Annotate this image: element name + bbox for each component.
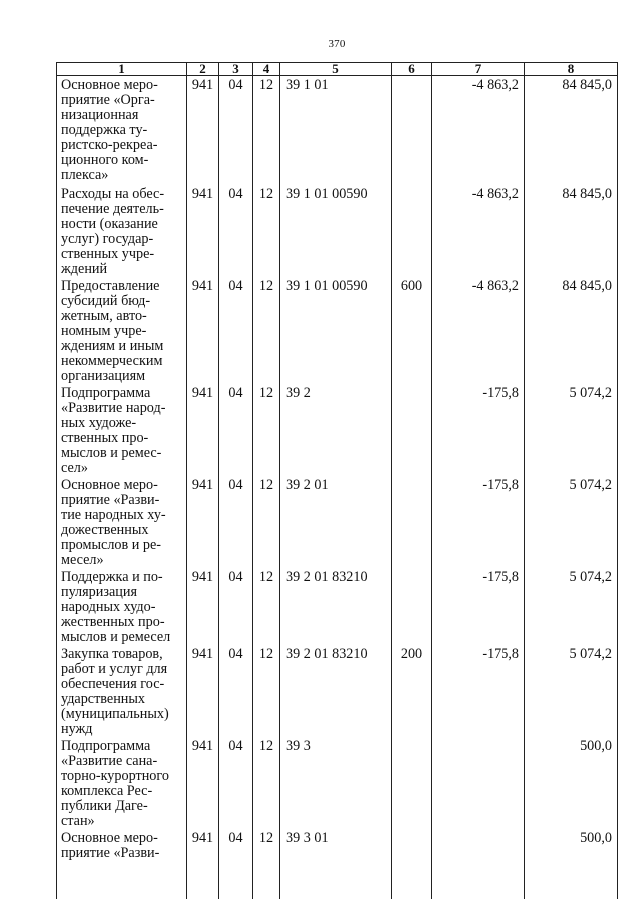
table-body	[57, 76, 618, 899]
row-total-amount: 84 845,0	[525, 76, 618, 185]
row-subsection-code: 12	[253, 185, 280, 277]
table-row	[57, 384, 618, 476]
row-ministry-code: 941	[187, 645, 219, 737]
row-expense-type-code: 600	[392, 277, 432, 384]
table-row	[57, 76, 618, 185]
row-section-code: 04	[219, 185, 253, 277]
row-name-line: ждений	[61, 260, 108, 277]
row-target-code: 39 3	[280, 737, 392, 829]
row-subsection-code: 12	[253, 476, 280, 568]
row-ministry-code: 941	[187, 384, 219, 476]
row-name-line: (муниципальных)	[61, 705, 169, 722]
row-change-amount	[432, 829, 525, 899]
header-col-1: 1	[57, 63, 187, 76]
row-name-line: торно-курортного	[61, 767, 169, 784]
row-change-amount: -4 863,2	[432, 76, 525, 185]
row-name-line: печение деятель-	[61, 200, 164, 217]
row-total-amount: 84 845,0	[525, 185, 618, 277]
row-change-amount	[432, 737, 525, 829]
row-name-line: ных художе-	[61, 414, 137, 431]
row-expense-type-code	[392, 384, 432, 476]
row-section-code: 04	[219, 76, 253, 185]
row-name-line: работ и услуг для	[61, 660, 168, 677]
row-name-line: стан»	[61, 812, 95, 829]
row-name-line: плекса»	[61, 167, 109, 183]
row-name-cell	[57, 277, 187, 384]
row-expense-type-code: 200	[392, 645, 432, 737]
row-name-cell	[57, 384, 187, 476]
row-name-cell	[57, 737, 187, 829]
row-name-line: приятие «Разви-	[61, 844, 160, 861]
row-ministry-code: 941	[187, 737, 219, 829]
row-name-line: номным учре-	[61, 322, 147, 339]
row-section-code: 04	[219, 384, 253, 476]
header-col-6: 6	[392, 63, 432, 76]
row-name-line: месел»	[61, 551, 104, 568]
row-name-line: Основное меро-	[61, 829, 158, 846]
row-name-line: «Развитие народ-	[61, 399, 166, 416]
row-name-line: дожественных	[61, 521, 149, 538]
header-col-8: 8	[525, 63, 618, 76]
row-section-code: 04	[219, 829, 253, 899]
row-expense-type-code	[392, 476, 432, 568]
row-name-line: Подпрограмма	[61, 737, 151, 754]
row-name-line: ударственных	[61, 690, 146, 707]
row-name-cell	[57, 645, 187, 737]
row-target-code: 39 2 01	[280, 476, 392, 568]
row-name-line: публики Даге-	[61, 797, 148, 814]
row-total-amount: 5 074,2	[525, 476, 618, 568]
row-name-line: народных худо-	[61, 598, 156, 615]
row-ministry-code: 941	[187, 829, 219, 899]
row-section-code: 04	[219, 568, 253, 645]
row-name-line: мыслов и ремесел	[61, 628, 171, 645]
row-name-line: «Развитие сана-	[61, 752, 158, 769]
table-row	[57, 277, 618, 384]
row-name-cell	[57, 568, 187, 645]
row-name-line: пуляризация	[61, 583, 137, 600]
row-total-amount: 5 074,2	[525, 568, 618, 645]
row-name-line: некоммерческим	[61, 352, 163, 369]
row-change-amount: -175,8	[432, 568, 525, 645]
row-name-line: ственных про-	[61, 429, 149, 446]
row-subsection-code: 12	[253, 384, 280, 476]
row-target-code: 39 2 01 83210	[280, 645, 392, 737]
row-subsection-code: 12	[253, 568, 280, 645]
row-name-line: промыслов и ре-	[61, 536, 161, 553]
row-ministry-code: 941	[187, 277, 219, 384]
row-total-amount: 84 845,0	[525, 277, 618, 384]
header-col-4: 4	[253, 63, 280, 76]
row-change-amount: -175,8	[432, 645, 525, 737]
row-name-line: жетным, авто-	[61, 307, 147, 324]
table-row	[57, 829, 618, 899]
row-name-line: ственных учре-	[61, 245, 155, 262]
row-name-line: комплекса Рес-	[61, 782, 153, 799]
row-name-line: ности (оказание	[61, 215, 158, 232]
row-name-line: Подпрограмма	[61, 384, 151, 401]
row-target-code: 39 1 01 00590	[280, 185, 392, 277]
row-subsection-code: 12	[253, 737, 280, 829]
page-number: 370	[328, 38, 346, 50]
row-name-line: организациям	[61, 367, 146, 384]
row-name-line: поддержка ту-	[61, 122, 148, 138]
row-subsection-code: 12	[253, 645, 280, 737]
row-name-line: Основное меро-	[61, 77, 158, 93]
row-name-line: низационная	[61, 107, 139, 123]
row-name-cell	[57, 185, 187, 277]
row-change-amount: -4 863,2	[432, 277, 525, 384]
row-subsection-code: 12	[253, 277, 280, 384]
header-col-5: 5	[280, 63, 392, 76]
row-name-line: субсидий бюд-	[61, 292, 151, 309]
table-row	[57, 185, 618, 277]
row-name-line: Закупка товаров,	[61, 645, 163, 662]
row-section-code: 04	[219, 476, 253, 568]
row-expense-type-code	[392, 737, 432, 829]
row-change-amount: -175,8	[432, 384, 525, 476]
row-total-amount: 500,0	[525, 737, 618, 829]
row-ministry-code: 941	[187, 568, 219, 645]
row-total-amount: 5 074,2	[525, 384, 618, 476]
row-expense-type-code	[392, 568, 432, 645]
header-col-7: 7	[432, 63, 525, 76]
row-name-line: тие народных ху-	[61, 506, 166, 523]
row-change-amount: -175,8	[432, 476, 525, 568]
row-name-line: жественных про-	[61, 613, 165, 630]
row-change-amount: -4 863,2	[432, 185, 525, 277]
row-name-line: приятие «Орга-	[61, 92, 155, 108]
table-row	[57, 645, 618, 737]
row-name-cell	[57, 829, 187, 899]
row-subsection-code: 12	[253, 76, 280, 185]
row-name-line: Расходы на обес-	[61, 185, 165, 202]
row-section-code: 04	[219, 645, 253, 737]
row-total-amount: 5 074,2	[525, 645, 618, 737]
row-ministry-code: 941	[187, 185, 219, 277]
row-target-code: 39 2 01 83210	[280, 568, 392, 645]
row-name-line: ристско-рекреа-	[61, 137, 158, 153]
row-name-line: Основное меро-	[61, 476, 158, 493]
row-name-cell	[57, 76, 187, 185]
table-header-row	[57, 63, 618, 76]
table-row	[57, 568, 618, 645]
row-ministry-code: 941	[187, 476, 219, 568]
row-name-line: Предоставление	[61, 277, 160, 294]
budget-table	[56, 62, 618, 899]
header-col-2: 2	[187, 63, 219, 76]
row-target-code: 39 3 01	[280, 829, 392, 899]
row-name-line: нужд	[61, 720, 93, 737]
row-name-line: мыслов и ремес-	[61, 444, 162, 461]
row-section-code: 04	[219, 737, 253, 829]
row-target-code: 39 2	[280, 384, 392, 476]
header-col-3: 3	[219, 63, 253, 76]
row-name-line: обеспечения гос-	[61, 675, 165, 692]
row-name-line: услуг) государ-	[61, 230, 154, 247]
row-name-cell	[57, 476, 187, 568]
table-row	[57, 737, 618, 829]
row-ministry-code: 941	[187, 76, 219, 185]
row-target-code: 39 1 01	[280, 76, 392, 185]
row-name-line: Поддержка и по-	[61, 568, 163, 585]
row-subsection-code: 12	[253, 829, 280, 899]
row-name-line: ционного ком-	[61, 152, 149, 168]
table-row	[57, 476, 618, 568]
row-expense-type-code	[392, 829, 432, 899]
row-name-line: сел»	[61, 459, 88, 476]
row-expense-type-code	[392, 76, 432, 185]
row-total-amount: 500,0	[525, 829, 618, 899]
row-section-code: 04	[219, 277, 253, 384]
row-name-line: ждениям и иным	[61, 337, 164, 354]
row-target-code: 39 1 01 00590	[280, 277, 392, 384]
row-expense-type-code	[392, 185, 432, 277]
row-name-line: приятие «Разви-	[61, 491, 160, 508]
